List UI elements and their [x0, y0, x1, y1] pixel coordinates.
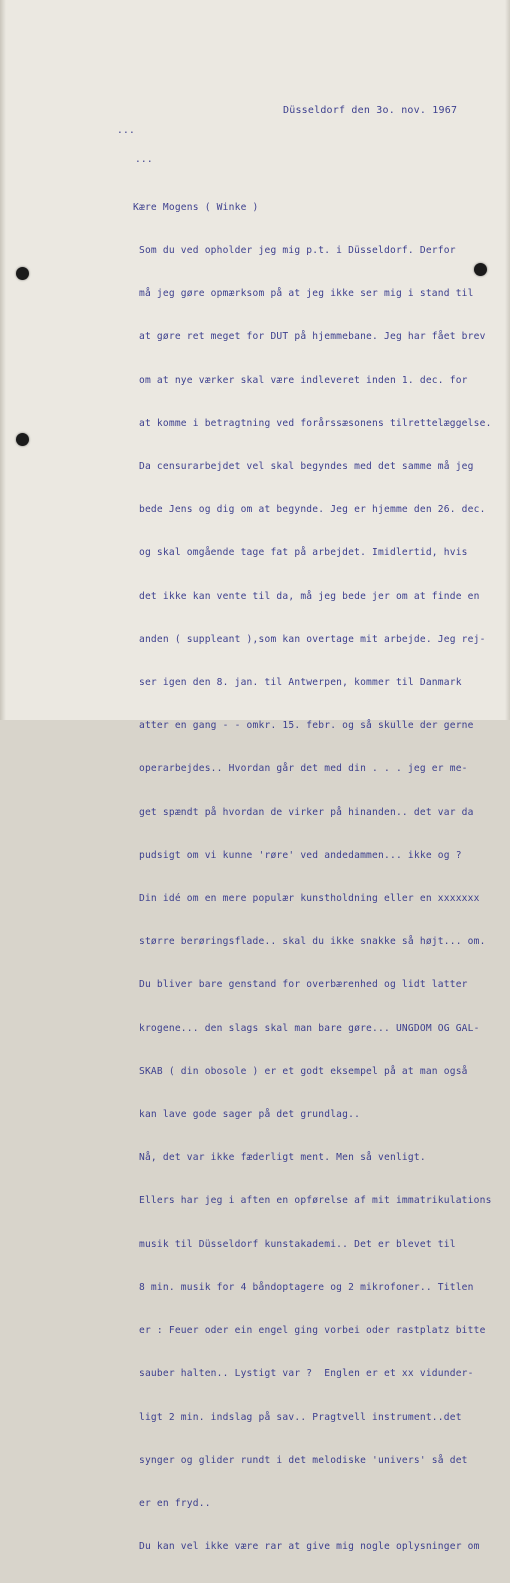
letter-line: Din idé om en mere populær kunstholdning eller en xxxxxxx: [133, 893, 480, 905]
letter-line: sauber halten.. Lystigt var ? Englen er et xx vidunder-: [133, 1368, 474, 1380]
letter-line: krogene... den slags skal man bare gøre... UNGDOM OG GAL-: [133, 1022, 480, 1034]
letter-line: Ellers har jeg i aften en opførelse af mit immatrikulations: [133, 1195, 492, 1207]
dots-mark: ...: [117, 125, 135, 136]
letter-line: at komme i betragtning ved forårssæsonens tilrettelæggelse.: [133, 417, 492, 429]
letter-line: operarbejdes.. Hvordan går det med din . . . jeg er me-: [133, 763, 468, 775]
letter-line: anden ( suppleant ),som kan overtage mit arbejde. Jeg rej-: [133, 633, 486, 645]
letter-line: Da censurarbejdet vel skal begyndes med det samme må jeg: [133, 461, 474, 473]
letter-line: at gøre ret meget for DUT på hjemmebane. Jeg har fået brev: [133, 331, 486, 343]
page-left-edge: [0, 0, 6, 720]
letter-line: og skal omgående tage fat på arbejdet. Imidlertid, hvis: [133, 547, 468, 559]
letter-line: bede Jens og dig om at begynde. Jeg er hjemme den 26. dec.: [133, 504, 486, 516]
letter-line: Som du ved opholder jeg mig p.t. i Düsseldorf. Derfor: [133, 245, 456, 257]
letter-line: 8 min. musik for 4 båndoptagere og 2 mikrofoner.. Titlen: [133, 1281, 474, 1293]
letter-date: Düsseldorf den 3o. nov. 1967: [283, 105, 458, 116]
letter-line: det ikke kan vente til da, må jeg bede jer om at finde en: [133, 590, 480, 602]
letter-line: Du kan vel ikke være rar at give mig nogle oplysninger om: [133, 1541, 480, 1553]
letter-line: atter en gang - - omkr. 15. febr. og så skulle der gerne: [133, 720, 474, 732]
letter-line: ligt 2 min. indslag på sav.. Pragtvell instrument..det: [133, 1411, 462, 1423]
letter-line: synger og glider rundt i det melodiske 'univers' så det: [133, 1454, 468, 1466]
letter-line: er : Feuer oder ein engel ging vorbei oder rastplatz bitte: [133, 1325, 486, 1337]
letter-line: større berøringsflade.. skal du ikke snakke så højt... om.: [133, 936, 486, 948]
dots-line: [117, 124, 153, 167]
letter-line: Kære Mogens ( Winke ): [133, 201, 259, 213]
letter-line: SKAB ( din obosole ) er et godt eksempel på at man også: [133, 1065, 468, 1077]
letter-line: Du bliver bare genstand for overbærenhed og lidt latter: [133, 979, 468, 991]
letter-line: ser igen den 8. jan. til Antwerpen, kommer til Danmark: [133, 677, 462, 689]
letter-line: er en fryd..: [133, 1497, 211, 1509]
letter-line: musik til Düsseldorf kunstakademi.. Det er blevet til: [133, 1238, 456, 1250]
page-right-edge: [505, 0, 510, 720]
letter-line: Nå, det var ikke fæderligt ment. Men så venligt.: [133, 1152, 426, 1164]
letter-line: kan lave gode sager på det grundlag..: [133, 1109, 361, 1121]
letter-line: get spændt på hvordan de virker på hinanden.. det var da: [133, 806, 474, 818]
dots-mark: ...: [134, 153, 153, 165]
letter-line: pudsigt om vi kunne 'røre' ved andedammen... ikke og ?: [133, 849, 462, 861]
letter-body: [133, 172, 492, 1583]
punch-hole-bottom: [16, 433, 29, 446]
letter-line: må jeg gøre opmærksom på at jeg ikke ser mig i stand til: [133, 288, 474, 300]
letter-line: om at nye værker skal være indleveret inden 1. dec. for: [133, 374, 468, 386]
punch-hole-top: [16, 267, 29, 280]
